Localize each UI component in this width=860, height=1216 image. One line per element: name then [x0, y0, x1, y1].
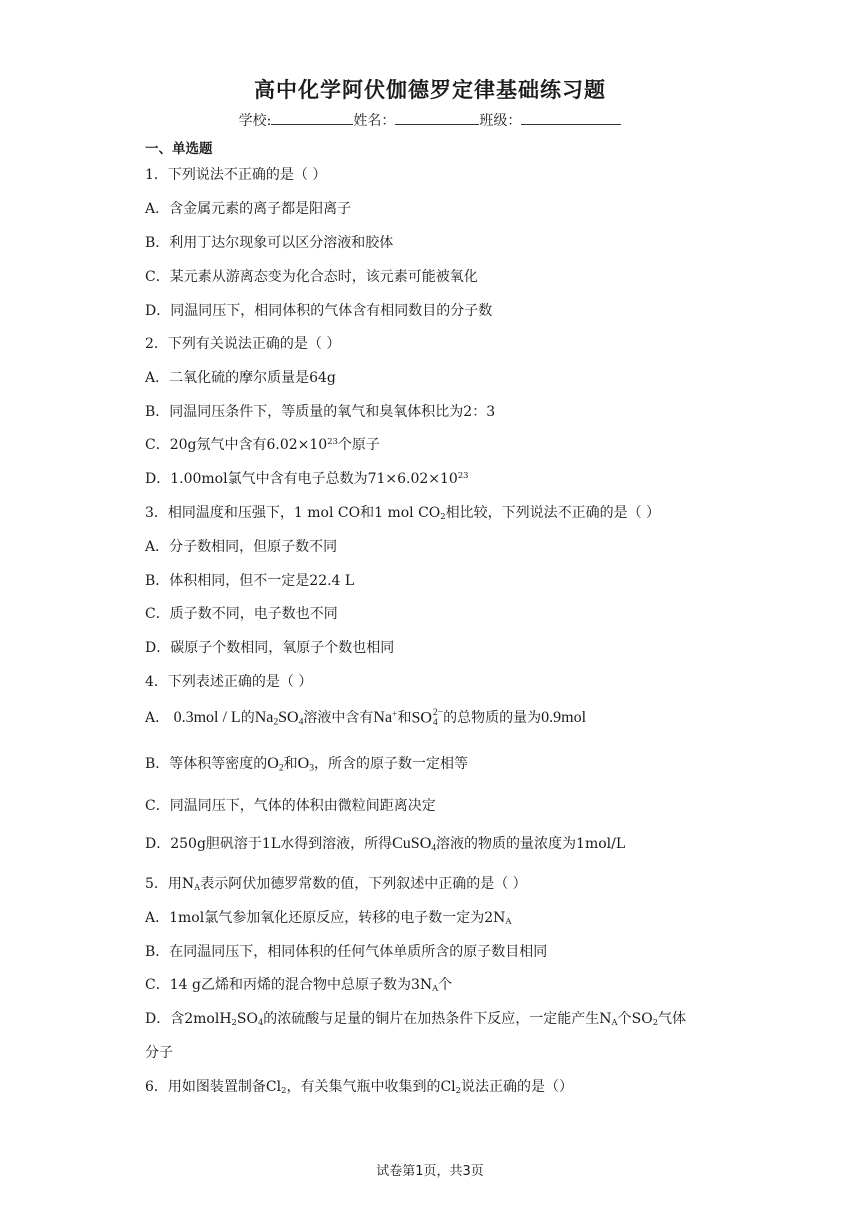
q3-option-b: B．体积相同，但不一定是22.4 L	[145, 573, 355, 589]
q4-option-d	[145, 833, 625, 853]
q6-sub-2: 2	[455, 1085, 461, 1096]
q4a-concentration: 0.3mol / L	[173, 709, 241, 726]
name-blank	[395, 111, 479, 125]
q2-option-a: A．二氧化硫的摩尔质量是64g	[145, 370, 336, 386]
class-label: 班级：	[479, 113, 522, 129]
q4b-o3-base: O	[297, 755, 310, 772]
q5d-text-d: 个SO	[617, 1011, 653, 1027]
q6-stem	[145, 1076, 573, 1096]
q5-option-a	[145, 907, 511, 927]
q5-option-c	[145, 974, 452, 994]
q5-option-d	[145, 1008, 686, 1028]
q4-stem: 4．下列表述正确的是（ ）	[145, 674, 313, 690]
q4a-text-2: 溶液中含有	[303, 710, 374, 726]
section-heading: 一、单选题	[145, 141, 213, 157]
page-footer: 试卷第1页，共3页	[376, 1164, 484, 1179]
q4d-cu-sub: 4	[431, 842, 437, 854]
q3-option-a: A．分子数相同，但原子数不同	[145, 539, 338, 555]
q6-sub-1: 2	[281, 1085, 287, 1096]
q1-option-c: C．某元素从游离态变为化合态时，该元素可能被氧化	[145, 269, 478, 285]
q4d-cuso4	[392, 835, 436, 852]
q4a-so: SO	[278, 709, 299, 726]
q4a-ion-so: SO	[411, 709, 432, 726]
q4-option-c: C．同温同压下，气体的体积由微粒间距离决定	[145, 798, 436, 814]
q6-text-c: 说法正确的是（）	[461, 1079, 573, 1095]
q5-option-b: B．在同温同压下，相同体积的任何气体单质所含的原子数目相同	[145, 944, 548, 960]
q4a-text-4: 的总物质的量为	[443, 710, 542, 726]
q4a-so-sub: 4	[298, 716, 304, 728]
q3-subscript: 2	[440, 511, 446, 522]
q4b-o2-sub: 2	[278, 762, 284, 774]
q2c-exponent: 23	[327, 435, 338, 446]
q4d-cu-base: CuSO	[392, 835, 432, 852]
q5d-sub-1: 2	[231, 1017, 237, 1028]
page-title: 高中化学阿伏伽德罗定律基础练习题	[254, 78, 606, 102]
q2-stem: 2．下列有关说法正确的是（ ）	[145, 336, 341, 352]
q5-text-b: 表示阿伏加德罗常数的值，下列叙述中正确的是（ ）	[200, 876, 527, 892]
q4a-na: Na	[254, 709, 274, 726]
q3-stem	[145, 502, 660, 522]
q5d-sub-4: 2	[652, 1017, 659, 1028]
class-blank	[521, 111, 621, 125]
q1-stem: 1．下列说法不正确的是（ ）	[145, 167, 327, 183]
q5c-text-a: C．14 g乙烯和丙烯的混合物中总原子数为3N	[145, 977, 433, 993]
q6-text-b: ，有关集气瓶中收集到的Cl	[286, 1079, 456, 1095]
q4b-text-c: ，所含的原子数一定相等	[314, 756, 469, 772]
q3-text-b: 相比较，下列说法不正确的是（ ）	[445, 505, 661, 521]
q4a-ion-so-sup: 2−	[432, 707, 444, 719]
q5-text-a: 5．用N	[145, 876, 195, 892]
q4a-amount: 0.9mol	[541, 709, 587, 726]
q2-option-d	[145, 468, 469, 488]
q4-option-a	[145, 707, 586, 728]
q4b-o3	[298, 755, 314, 772]
q4b-o3-sub: 3	[309, 762, 315, 774]
q4a-sodium-ion	[373, 709, 397, 726]
school-blank	[271, 111, 353, 125]
q5c-text-b: 个	[438, 977, 453, 993]
q4b-text-b: 和	[283, 756, 298, 772]
q1-option-d: D．同温同压下，相同体积的气体含有相同数目的分子数	[145, 303, 493, 319]
q5d-text-b: SO	[236, 1011, 258, 1027]
q6-text-a: 6．用如图装置制备Cl	[145, 1079, 282, 1095]
q5d-text-a: D．含2molH	[145, 1011, 232, 1027]
q4d-text-a: D．250g胆矾溶于1L水得到溶液，所得	[145, 836, 393, 852]
q5d-sub-2: 4	[257, 1017, 264, 1028]
q4a-na2so4	[255, 709, 304, 726]
q4b-o2-base: O	[267, 755, 279, 772]
q5-subscript: A	[194, 882, 201, 893]
q4a-ion-so-sub: 4	[432, 716, 438, 728]
q3-option-c: C．质子数不同，电子数也不同	[145, 606, 338, 622]
q2c-text-b: 个原子	[337, 437, 380, 453]
q4a-text-1: 的	[240, 710, 255, 726]
school-label: 学校:	[238, 113, 272, 129]
q4a-ion-na: Na	[373, 709, 393, 726]
q2-option-c	[145, 434, 380, 454]
q3-option-d: D．碳原子个数相同，氧原子个数也相同	[145, 640, 395, 656]
student-info-line	[0, 110, 860, 130]
q4a-ion-so-stack	[433, 708, 443, 727]
q5d-text-c: 的浓硫酸与足量的铜片在加热条件下反应，一定能产生N	[263, 1011, 612, 1027]
q5a-subscript: A	[505, 916, 512, 927]
q2c-text-a: C．20g氖气中含有6.02×10	[145, 437, 328, 453]
q4a-text-3: 和	[397, 710, 412, 726]
q4a-sulfate-ion	[411, 709, 443, 728]
q5d-text-e: 气体	[658, 1011, 687, 1027]
q4b-o2	[267, 755, 283, 772]
q3-text-a: 3．相同温度和压强下，1 mol CO和1 mol CO	[145, 505, 441, 521]
q4d-text-b: 溶液的物质的量浓度为1mol/L	[436, 836, 626, 852]
q2-option-b: B．同温同压条件下，等质量的氧气和臭氧体积比为2：3	[145, 404, 496, 420]
q5-stem	[145, 873, 527, 893]
q5-option-d-continued: 分子	[145, 1045, 173, 1061]
q4a-ion-na-sup: +	[392, 708, 398, 720]
q4a-na-sub: 2	[273, 716, 279, 728]
q1-option-b: B．利用丁达尔现象可以区分溶液和胶体	[145, 235, 394, 251]
q1-option-a: A．含金属元素的离子都是阳离子	[145, 201, 352, 217]
q2d-exponent: 23	[457, 469, 469, 480]
q5d-sub-3: A	[611, 1017, 618, 1028]
name-label: 姓名：	[353, 113, 396, 129]
q4b-text-a: B．等体积等密度的	[145, 756, 268, 772]
q5c-subscript: A	[432, 983, 439, 994]
q4a-label: A．	[145, 710, 170, 726]
q2d-text-a: D．1.00mol氯气中含有电子总数为71×6.02×10	[145, 471, 458, 487]
q5a-text-a: A．1mol氯气参加氧化还原反应，转移的电子数一定为2N	[145, 910, 506, 926]
q4-option-b	[145, 753, 468, 773]
